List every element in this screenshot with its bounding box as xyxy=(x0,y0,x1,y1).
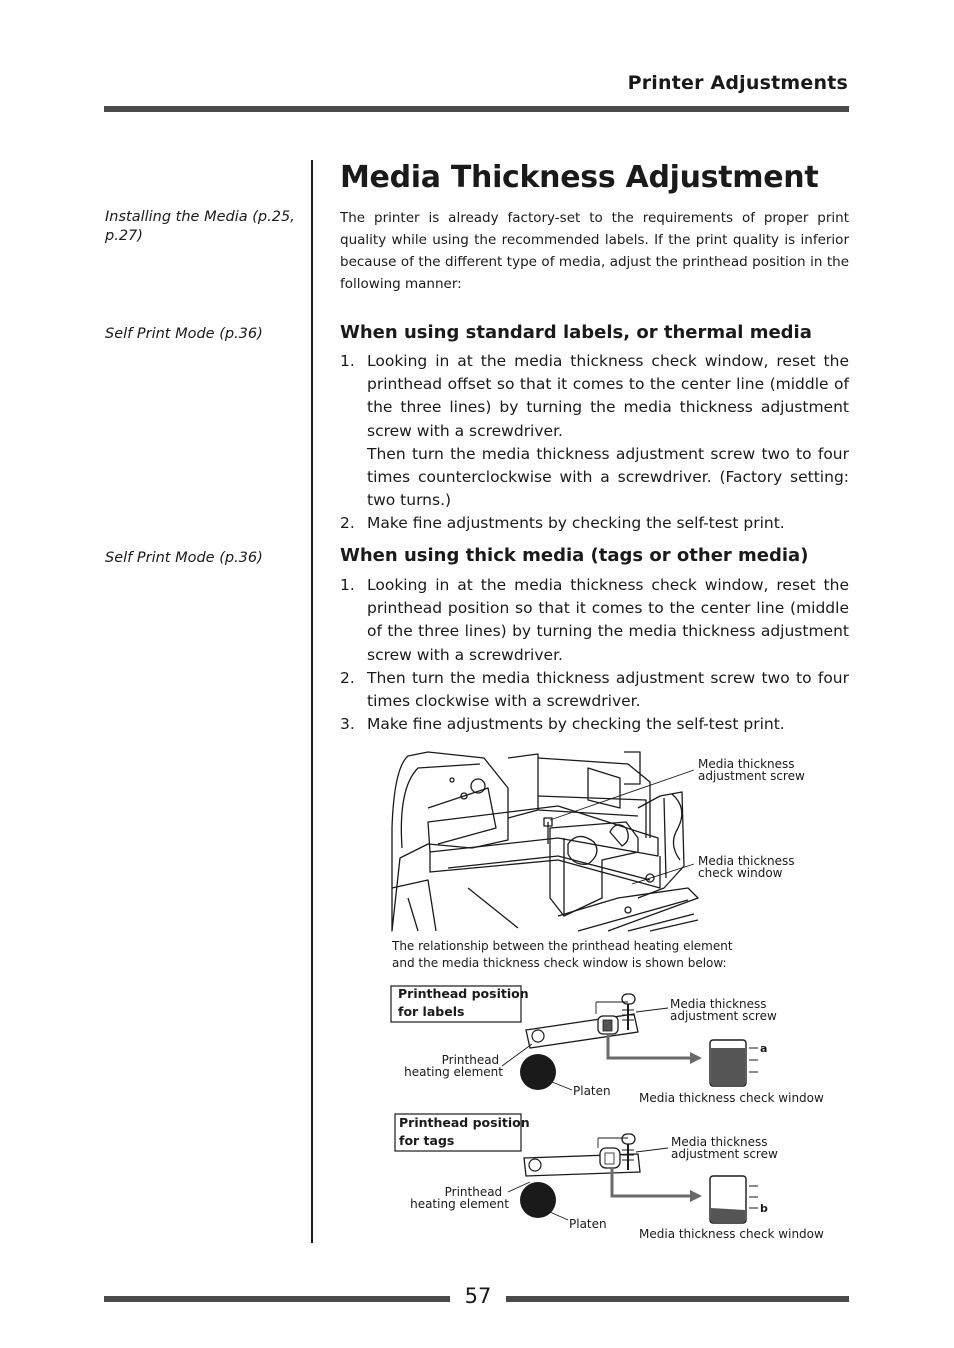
list-item xyxy=(340,512,849,535)
heating-element-label: Printhead heating element xyxy=(410,1185,509,1211)
callout-window-label: Media thickness check window xyxy=(698,854,795,880)
list-item xyxy=(340,667,849,713)
platen-label: Platen xyxy=(569,1217,607,1231)
footer-rule-right xyxy=(506,1296,849,1302)
printhead-bar xyxy=(526,1014,638,1048)
step-text: Make fine adjustments by checking the self-test print. xyxy=(367,715,785,734)
heating-element-circle xyxy=(529,1159,541,1171)
step-number: 3. xyxy=(340,715,355,734)
steps-thick xyxy=(340,574,849,736)
list-item xyxy=(340,574,849,667)
mark-label: a xyxy=(760,1042,768,1055)
position-box-label: Printhead position for tags xyxy=(399,1115,530,1148)
screw-label: Media thickness adjustment screw xyxy=(670,997,777,1023)
step-text: Then turn the media thickness adjustment screw two to four times clockwise with a screwdriver. xyxy=(367,668,849,711)
header-rule xyxy=(104,106,849,112)
sidenote-self-print-mode-2[interactable]: Self Print Mode (p.36) xyxy=(105,550,263,566)
page-number: 57 xyxy=(464,1284,492,1308)
diagram-printhead-tags xyxy=(390,1112,830,1244)
window-label: Media thickness check window xyxy=(639,1091,824,1105)
diagram-printhead-labels xyxy=(390,984,830,1110)
heating-element-circle xyxy=(532,1030,544,1042)
intro-paragraph: The printer is already factory-set to the requirements of proper print quality while using the recommended labels. If the print quality is inferior because of the different type of media, adjust the printhead position in the following manner: xyxy=(340,210,849,292)
step-text: Looking in at the media thickness check window, reset the printhead offset so that it comes to the center line (middle of the three lines) by turning the media thickness adjustment screw with a screwdriver. xyxy=(367,352,849,440)
column-divider xyxy=(311,160,313,1243)
platen-roller xyxy=(520,1054,556,1090)
step-number: 2. xyxy=(340,668,355,687)
relation-caption: The relationship between the printhead heating element and the media thickness check window is shown below: xyxy=(392,939,733,970)
step-number: 1. xyxy=(340,576,355,594)
step-text-continued: Then turn the media thickness adjustment screw two to four times counterclockwise with a screwdriver. (Factory setting: two turns.) xyxy=(367,444,849,510)
printer-mechanism-illustration xyxy=(388,748,818,934)
screw-label: Media thickness adjustment screw xyxy=(671,1135,778,1161)
sidenote-self-print-mode-1[interactable]: Self Print Mode (p.36) xyxy=(105,326,263,342)
callout-screw-label: Media thickness adjustment screw xyxy=(698,757,805,783)
adjustment-screw-icon xyxy=(622,994,635,1004)
running-header: Printer Adjustments xyxy=(627,72,848,94)
window-label: Media thickness check window xyxy=(639,1227,824,1241)
section-heading-standard: When using standard labels, or thermal media xyxy=(340,322,812,343)
page-title: Media Thickness Adjustment xyxy=(340,160,819,195)
step-number: 2. xyxy=(340,514,355,533)
steps-standard xyxy=(340,350,849,536)
section-heading-thick: When using thick media (tags or other media) xyxy=(340,545,809,566)
footer-rule-left xyxy=(104,1296,450,1302)
step-text: Make fine adjustments by checking the self-test print. xyxy=(367,514,785,533)
heating-element-label: Printhead heating element xyxy=(404,1053,503,1079)
mark-label: b xyxy=(760,1202,768,1215)
adjustment-screw-icon xyxy=(622,1134,635,1144)
step-text: Looking in at the media thickness check window, reset the printhead position so that it comes to the center line (middle of the three lines) by turning the media thickness adjustment screw with a screwdriver. xyxy=(367,576,849,664)
platen-label: Platen xyxy=(573,1084,611,1098)
position-box-label: Printhead position for labels xyxy=(398,986,529,1019)
step-number: 1. xyxy=(340,352,355,370)
sidenote-installing-media[interactable]: Installing the Media (p.25, p.27) xyxy=(105,209,295,244)
list-item xyxy=(340,350,849,512)
list-item xyxy=(340,713,849,736)
